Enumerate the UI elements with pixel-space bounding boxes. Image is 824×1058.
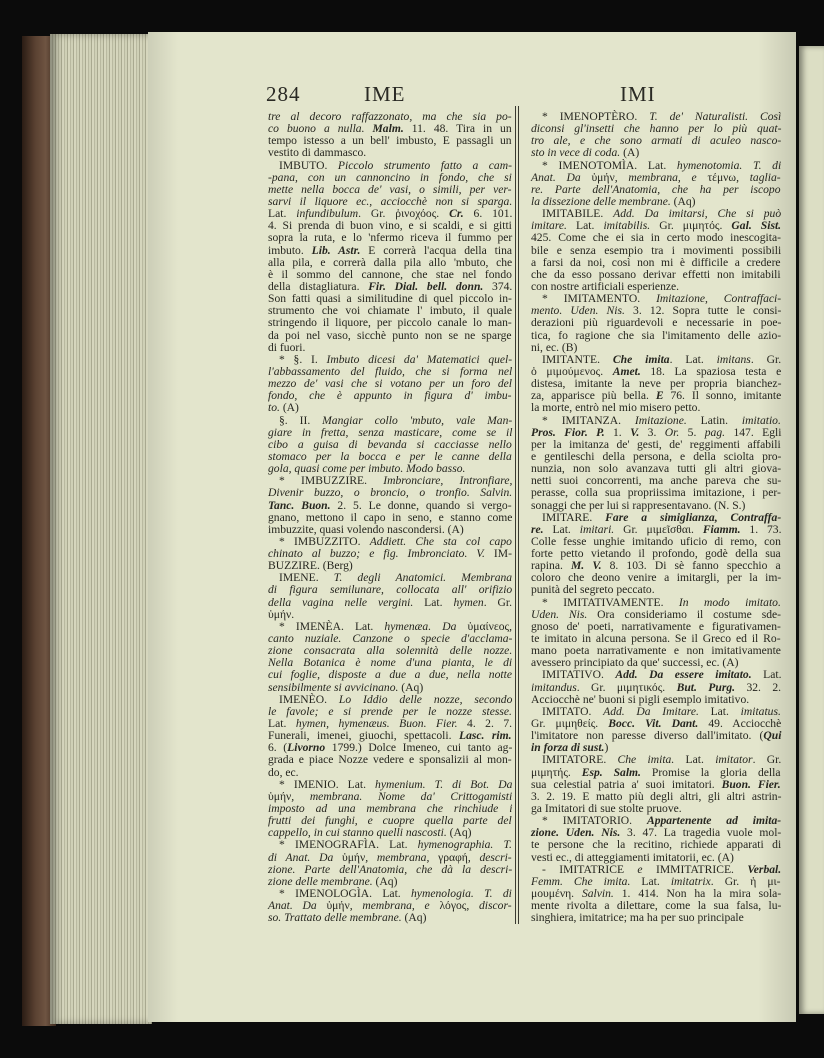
italic-text: , membrana, e [614,170,708,184]
italic-text: so. Trattato delle membrane. [268,911,402,925]
italic-text: imitare. [531,219,567,233]
roman-text: IMMITATRICE. [642,862,748,876]
line-text [531,912,744,924]
italic-text: sensibilmente si avvicinano. [268,680,399,694]
text-line [268,754,512,766]
italic-text: cappello, in cui stanno quelli nascosti. [268,826,447,840]
text-line [268,912,512,924]
italic-text: mento. Uden. Nis. [531,304,625,318]
italic-text: fondo, che è appunto in figura d' imbu- [268,389,512,403]
roman-text: IMITANTE. [542,352,613,366]
italic-text: Gal. Sist. [731,219,782,233]
roman-text: * IMENIO. Lat. [279,777,376,791]
italic-text: Uden. Nis. [531,607,588,621]
italic-text: Buon. Fier. [721,777,781,791]
roman-text: 4. Si prenda di buon vino, e si scaldi, e si gitti [268,219,512,233]
italic-text: imitandus [531,680,577,694]
roman-text: * IMITATORIO. [542,814,647,828]
roman-text: E correrà l'acqua della tina [360,243,513,257]
italic-text: Anat. Da [531,170,592,184]
italic-text: to. [268,401,280,415]
roman-text: * §. I. [279,352,327,366]
roman-text: ὑμαίνεος, [456,619,513,633]
roman-text: sua celestial patria a' suoi imitatori. [531,777,722,791]
italic-text: Anat. Da [268,899,327,913]
roman-text: 6. 101. [463,207,513,221]
italic-text: zione. Parte dell'Anatomia, che dà la descri- [268,862,513,876]
roman-text: Lat. [674,753,716,767]
italic-text: in forza di sust. [531,741,605,755]
roman-text: 374. [483,279,513,293]
roman-text: . Gr. [483,595,512,609]
roman-text: 6. ( [268,741,288,755]
roman-text: Lat. [630,874,671,888]
roman-text: e gentileschi della persona, e della sciolta pro- [531,449,782,463]
line-text [268,597,512,609]
roman-text: . Gr. ῥινοχόος. [358,207,450,221]
roman-text: Gr. μιμεῖσθαι. [614,522,703,536]
roman-text: . Gr. [752,753,782,767]
roman-text: * IMITAMENTO. [542,292,657,306]
roman-text: (Aq) [446,826,472,840]
italic-text: l'abbassamento del fluido, che si forma nel [268,364,513,378]
italic-text: hymen [453,595,484,609]
italic-text: Tanc. Buon. [268,498,331,512]
roman-text: bile e senza esempio tra i movimenti possibili [531,243,782,257]
italic-text: della vagina nelle vergini. [268,595,414,609]
italic-text: cui foglie, disposte a due a due, nella notte [268,668,512,682]
roman-text: distesa, imitante la neve per propria bianchez- [531,377,782,391]
italic-text: tro ale, e che sono armati di aculeo nasco- [531,134,782,148]
roman-text: ὑμήν [341,850,366,864]
left-column [268,111,512,924]
line-text [268,390,512,402]
line-text [268,754,512,766]
text-line [268,597,512,609]
italic-text: Malm. [372,122,404,136]
roman-text: Lat. [698,704,741,718]
italic-text: pag. [704,425,726,439]
roman-text: §. II. [279,413,323,427]
italic-text: , discor- [466,899,512,913]
roman-text: vesti ec., di atteggiamenti imitatorii, ec. (A) [531,850,734,864]
italic-text: hymenotomia. T. di [676,158,782,172]
italic-text: Fare a simiglianza, Contraffa- [605,510,782,524]
roman-text: * IMENOGRAFÌA. Lat. [279,838,418,852]
roman-text: te imitato in alcuna persona. Se il Greco ed il Ro- [531,632,781,646]
roman-text: di fuori. [268,340,306,354]
italic-text: Verbal. [747,862,782,876]
italic-text: Che imita [612,352,670,366]
right-column [531,111,781,924]
roman-text: 76. Il sonno, imitante [663,389,782,403]
roman-text: gnoso de' poeti, narrativamente e figurativamen- [531,619,781,633]
roman-text: Gr. μιμητός. [650,219,732,233]
roman-text: IMENÈO. [279,692,339,706]
italic-text: , descri- [467,850,512,864]
italic-text: imitans [716,352,751,366]
roman-text: ) [604,741,609,755]
roman-text: netti suoi concorrenti, ma anche pareva che su- [531,474,782,488]
italic-text: mezzo de' vasi che si votano per un foro del [268,377,513,391]
roman-text: la morte, entrò nel mio misero petto. [531,401,701,415]
italic-text: Divenir buzzo, o broncio, o tronfio. Salvin. [268,486,513,500]
roman-text: * IMBUZZITO. [279,534,370,548]
roman-text: - IMITATRICE [542,862,638,876]
italic-text: T. degli Anatomici. Membrana [333,571,513,585]
italic-text: tre al decoro raffazzonato, ma che sia po- [268,110,512,123]
roman-text: 1799.) Dolce Imeneo, cui tanto ag- [325,741,513,755]
italic-text: Lo Iddio delle nozze, secondo [338,692,513,706]
roman-text: mano poeta narrativamente e non imitativamente [531,644,781,658]
roman-text: (Aq) [670,194,696,208]
roman-text: 2. 5. Le donne, quando si vergo- [330,498,512,512]
roman-text: gnano, mettono il capo in seno, e stanno come [268,510,513,524]
roman-text: IMITATIVO. [542,668,616,682]
line-text [268,912,426,924]
italic-text: hymenographia. T. [417,838,512,852]
roman-text: ὑμήν [591,170,615,184]
italic-text: Livorno [287,741,326,755]
roman-text: Acciocchè ne' buoni si pigli esemplo imitativo. [531,692,750,706]
roman-text: IMBUTO. [279,158,338,172]
roman-text: IMITATORE. [542,753,618,767]
roman-text: imbuzzite, quasi volendo nascondersi. (A) [268,522,464,536]
roman-text: 32. 2. [735,680,782,694]
roman-text: Latin. [686,413,742,427]
italic-text: Cr. [449,207,464,221]
italic-text: Amet. [612,364,641,378]
italic-text: Esp. Salm. [581,765,641,779]
italic-text: T. de' Naturalisti. Così [649,110,782,123]
roman-text: Son fatti quasi a similitudine di quel piccolo in- [268,292,512,306]
italic-text: imitabilis. [603,219,651,233]
roman-text: sopra la ruta, e lo 'nfermo riceva il fummo per [268,231,513,245]
text-line [531,912,781,924]
italic-text: imposto ad una membrana che rinchiude i [268,802,513,816]
roman-text: ὑμήν. [268,607,295,621]
roman-text: 3. 2. 19. E matto più degli altri, gli altri astrin- [531,789,782,803]
roman-text: 8. 103. Di sè fanno specchio a [601,559,781,573]
roman-text: * IMBUZZIRE. [279,474,384,488]
roman-text: ὑμήν [326,899,350,913]
roman-text: sonaggi che per lui si rappresentavano. (N. S.) [531,498,746,512]
roman-text: Gr. μιμηθείς. [531,717,609,731]
roman-text: mente rivolta a dilettare, come la sua falsa, lu- [531,899,782,913]
roman-text: strumento che voi chiamate l' imbuto, il quale [268,304,513,318]
roman-text: Lat. [413,595,454,609]
page-edges-stack [50,34,152,1024]
roman-text: è il sommo del cannone, che stae nel fondo [268,267,512,281]
italic-text: Fiamm. [702,522,741,536]
roman-text: rapina. [531,559,571,573]
roman-text: della distagliatura. [268,279,369,293]
italic-text: Imbronciare, Intronfiare, [383,474,513,488]
roman-text: IMENE. [279,571,334,585]
roman-text: 3. 47. La tragedia vuole mol- [620,826,782,840]
roman-text: nunzia, non solo avanzava tutti gli altri giova- [531,462,782,476]
roman-text: Ora consideriamo il costume sde- [587,607,782,621]
italic-text: E [655,389,664,403]
italic-text: e [637,862,643,876]
roman-text: 3. [639,425,665,439]
roman-text: μιμητής. [531,765,582,779]
italic-text: -pana, con un cannoncino in fondo, che si [268,170,512,184]
roman-text: (Aq) [398,680,424,694]
roman-text: Lat. [268,207,297,221]
italic-text: imitari. [579,522,615,536]
italic-text: Appartenente ad imita- [646,814,782,828]
roman-text: perasse, colla sua propriissima imitazione, i per- [531,486,781,500]
italic-text: la dissezione delle membrane. [531,194,671,208]
roman-text: (Aq) [372,874,398,888]
roman-text: 1. 73. [740,522,782,536]
roman-text: forte petto vietando il profondo, godè della sua [531,547,781,561]
italic-text: giare in fretta, senza masticare, come se il [268,425,513,439]
roman-text: ni, ec. (B) [531,340,578,354]
roman-text: γραφή [438,850,468,864]
italic-text: , membrana, e [349,899,440,913]
roman-text: Lat. [268,717,296,731]
italic-text: Lasc. rim. [458,729,512,743]
roman-text: (A) [620,146,640,160]
roman-text: μουμένη. [531,887,582,900]
italic-text: cibo a guisa di bevanda si cacciasse nello [268,437,512,451]
italic-text: Nella Botanica è nome d'una pianta, le di [268,656,513,670]
roman-text: Lat. [543,522,580,536]
roman-text: 5. [679,425,705,439]
roman-text: * IMENÈA. Lat. [279,619,385,633]
italic-text: imitatio. [741,413,781,427]
italic-text: Femm. Che imita. [531,874,631,888]
italic-text: le favole; e si prende per le nozze stesse. [268,704,512,718]
roman-text: IMITABILE. [542,207,614,221]
italic-text: , membrana, [365,850,439,864]
italic-text: Salvin. [581,887,614,900]
roman-text: ὑμήν [268,789,292,803]
roman-text: alla pila, e correrà dalla pila allo 'mbuto, che [268,255,513,269]
roman-text: Promise la gloria della [640,765,781,779]
italic-text: Addiett. Che sta col capo [369,534,512,548]
italic-text: Qui [763,729,782,743]
italic-text: di figura semilunare, collocata all' orifizio [268,583,513,597]
roman-text: (Aq) [401,911,427,925]
roman-text: BUZZIRE. (Berg) [268,559,353,573]
italic-text: hymenæa. Da [384,619,457,633]
roman-text: do, ec. [268,765,299,779]
roman-text: 3. 12. Sopra tutte le consi- [624,304,782,318]
roman-text: tempo istesso a un bell' imbusto, E passagli un [268,134,512,148]
roman-text: da poi nel vaso, sicchè punto non se ne sparge [268,328,512,342]
italic-text: But. Purg. [676,680,736,694]
italic-text: imitator [715,753,753,767]
roman-text: 147. Egli [725,425,782,439]
roman-text: IM- [484,547,512,561]
italic-text: mette nella bocca de' vasi, o simili, per ver- [268,182,512,196]
roman-text: . Lat. [669,352,717,366]
roman-text: imbuto. [268,243,312,257]
roman-text: * IMENOTOMÌA. Lat. [542,158,677,172]
roman-text: * IMENOLOGÌA. Lat. [279,887,411,900]
roman-text: Colle fesse unghie imitando uficio di remo, con [531,534,781,548]
italic-text: co buono a nulla. [268,122,373,136]
roman-text: za, apparisce più bella. [531,389,656,403]
italic-text: Add. Da imitarsi, Che si può [613,207,782,221]
roman-text: derazioni più riguardevoli e necessarie in poe- [531,316,782,330]
roman-text: singhiera, imitatrice; ma ha per suo principale [531,911,744,925]
italic-text: zione consacrata alla solennità delle nozze. [268,644,513,658]
italic-text: Or. [664,425,680,439]
text-line [268,390,512,402]
roman-text: a farsi da noi, così non mi è difficile a credere [531,255,781,269]
facing-page-edge [799,46,824,1014]
italic-text: sto in vece di coda. [531,146,621,160]
italic-text: Add. Da essere imitato. [615,668,752,682]
roman-text: vestito di dammasco. [268,146,367,160]
italic-text: infundibulum [296,207,359,221]
italic-text: di Anat. Da [268,850,342,864]
italic-text: zione delle membrane. [268,874,373,888]
italic-text: , membrana. Nome da' Crittogamisti [291,789,513,803]
roman-text: stringendo il liquore, per piccolo canale lo man- [268,316,512,330]
roman-text: IMITATO. [542,704,604,718]
roman-text: tica, fo ragione che sia l'imitamento delle azio- [531,328,782,342]
italic-text: stomaco per la bocca e per le canne della [268,449,512,463]
roman-text: 425. Come che ei sia in certo modo inescogita- [531,231,781,245]
roman-text: ga Imitatori di sue stolte pruove. [531,802,682,816]
italic-text: re. [531,522,544,536]
italic-text: imitatus. [740,704,781,718]
roman-text: coloro che deono venire a imitargli, per la im- [531,571,782,585]
italic-text: Pros. Fior. P. [531,425,605,439]
roman-text: grada e piace Nozze vedere e sponsalizii al mon- [268,753,512,767]
italic-text: Add. Da Imitare. [603,704,699,718]
italic-text: gola, quasi come per imbuto. Modo basso. [268,462,466,476]
roman-text: avessero principiato da que' successi, ec. (A) [531,656,739,670]
running-head-left: IME [364,82,406,106]
italic-text: diconsi gl'insetti che hanno per lo più quat- [531,122,782,136]
roman-text: * IMENOPTÈRO. [542,110,650,123]
roman-text: Lat. [566,219,604,233]
italic-text: hymenium. T. di Bot. Da [375,777,513,791]
italic-text: Imbuto dicesi da' Matematici quel- [326,352,513,366]
roman-text: * IMITATIVAMENTE. [542,595,679,609]
italic-text: imitatrix [670,874,711,888]
italic-text: hymen, hymenæus. Buon. Fier. [295,717,458,731]
roman-text: IMITARE. [542,510,606,524]
italic-text: zione. Uden. Nis. [531,826,621,840]
roman-text: 18. La spaziosa testa e [640,364,782,378]
italic-text: Imitazione, Contraffaci- [656,292,782,306]
roman-text: 4. 2. 7. [457,717,513,731]
roman-text: Funerali, imenei, giuochi, spettacoli. [268,729,459,743]
roman-text: con nostre artificiali esperienze. [531,279,680,293]
italic-text: sarvi il liquore ec., acciocchè non si sparga. [268,194,513,208]
roman-text: 1. 414. Non ha la mira sola- [613,887,782,900]
roman-text: (A) [279,401,299,415]
roman-text: punità del segreto peccato. [531,583,655,597]
italic-text: Mangiar collo 'mbuto, vale Man- [322,413,513,427]
italic-text: Lib. Astr. [311,243,361,257]
page-number: 284 [266,82,301,106]
roman-text: ὁ μιμούμενος. [531,364,613,378]
roman-text: 11. 48. Tira in un [403,122,512,136]
roman-text: che da esso possano derivar effetti non imitabili [531,267,781,281]
roman-text: per la imitanza de' gesti, de' reggimenti affabili [531,437,781,451]
roman-text: λόγος [439,899,467,913]
italic-text: chinato al buzzo; e fig. Imbronciato. V. [268,547,485,561]
italic-text: , taglia- [736,170,781,184]
roman-text: . Gr. ἡ μι- [710,874,781,888]
column-divider [515,106,519,924]
roman-text: τέμνω [707,170,737,184]
italic-text: re. Parte dell'Anatomia, che ha per iscopo [531,182,781,196]
italic-text: Piccolo strumento fatto a cam- [337,158,512,172]
italic-text: M. V. [571,559,602,573]
roman-text: * IMITANZA. [542,413,635,427]
italic-text: Imitazione. [634,413,687,427]
italic-text: hymenologia. T. di [411,887,512,900]
italic-text: V. [630,425,640,439]
italic-text: canto nuziale. Canzone o specie d'acclama- [268,632,513,646]
italic-text: Fir. Dial. bell. donn. [368,279,484,293]
roman-text: te persone che la recitino, richiede apparati di [531,838,782,852]
roman-text: Lat. [751,668,782,682]
roman-text: . Gr. μιμητικός. [576,680,677,694]
roman-text: 1. [604,425,631,439]
roman-text: . Gr. [750,352,782,366]
italic-text: Bocc. Vit. Dant. [608,717,699,731]
roman-text: 49. Acciocchè [698,717,782,731]
roman-text: l'imitatore non paresse diverso dall'imitato. ( [531,729,764,743]
running-head-right: IMI [620,82,656,106]
italic-text: In modo imitato. [678,595,781,609]
italic-text: frutti dei funghi, e cuopre quella parte del [268,814,512,828]
italic-text: Che imita. [617,753,675,767]
